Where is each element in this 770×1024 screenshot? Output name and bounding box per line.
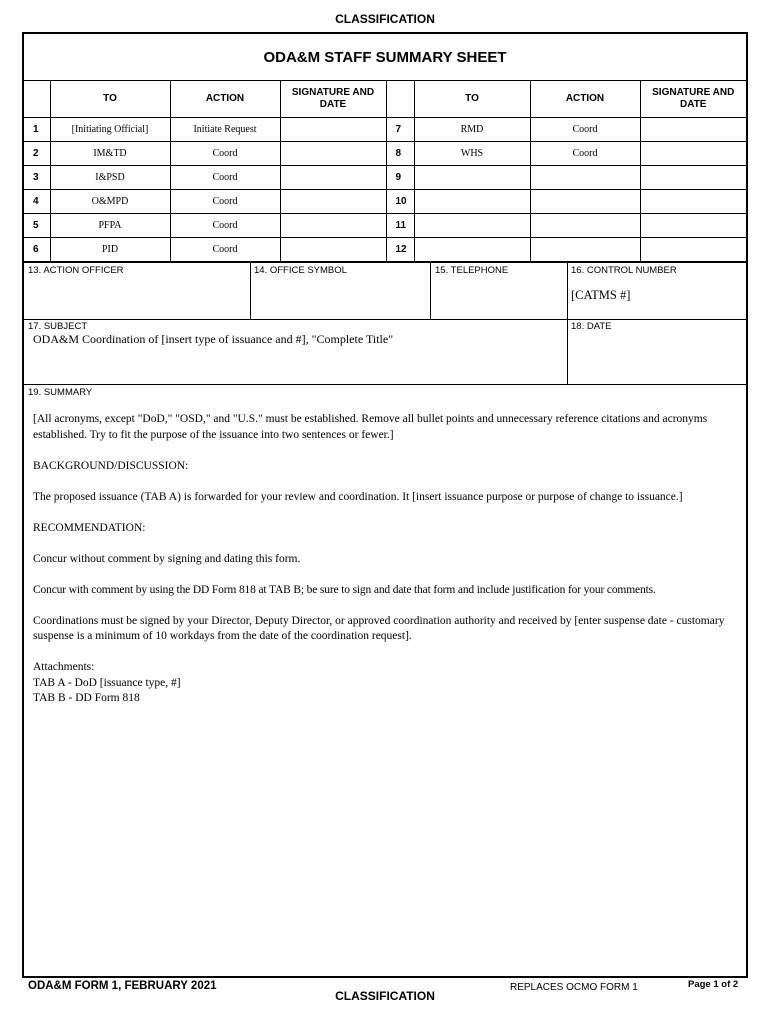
row-number: 4	[24, 189, 50, 213]
divider	[430, 262, 431, 319]
action-cell[interactable]	[530, 237, 640, 261]
to-cell[interactable]	[414, 165, 530, 189]
to-cell[interactable]: PFPA	[50, 213, 170, 237]
to-cell[interactable]	[414, 237, 530, 261]
control-number-field[interactable]: [CATMS #]	[571, 288, 631, 302]
signature-cell[interactable]	[640, 237, 746, 261]
row-number: 8	[386, 141, 414, 165]
attachment-item: TAB A - DoD [issuance type, #]	[33, 676, 181, 689]
action-cell[interactable]: Initiate Request	[170, 117, 280, 141]
form-identifier: ODA&M FORM 1, FEBRUARY 2021	[28, 980, 217, 992]
routing-row	[24, 189, 746, 213]
divider	[24, 319, 746, 320]
action-cell[interactable]: Coord	[170, 237, 280, 261]
header-signature-right: SIGNATURE AND DATE	[640, 81, 746, 117]
header-num-left	[24, 81, 50, 117]
header-signature-left: SIGNATURE AND DATE	[280, 81, 386, 117]
control-number-label: 16. CONTROL NUMBER	[571, 265, 677, 276]
background-heading: BACKGROUND/DISCUSSION:	[33, 459, 189, 472]
divider	[24, 384, 746, 385]
background-text: The proposed issuance (TAB A) is forwarded for your review and coordination. It [insert issuance purpose or purpose of change to issuance.]	[33, 490, 683, 503]
summary-field[interactable]	[33, 412, 743, 707]
row-number: 10	[386, 189, 414, 213]
row-number: 7	[386, 117, 414, 141]
signature-cell[interactable]	[280, 237, 386, 261]
to-cell[interactable]: [Initiating Official]	[50, 117, 170, 141]
telephone-label: 15. TELEPHONE	[435, 265, 509, 276]
routing-header-row	[24, 81, 746, 117]
office-symbol-label: 14. OFFICE SYMBOL	[254, 265, 347, 276]
divider	[250, 262, 251, 319]
to-cell[interactable]: IM&TD	[50, 141, 170, 165]
to-cell[interactable]: WHS	[414, 141, 530, 165]
row-number: 11	[386, 213, 414, 237]
action-cell[interactable]: Coord	[170, 165, 280, 189]
to-cell[interactable]: RMD	[414, 117, 530, 141]
header-action-right: ACTION	[530, 81, 640, 117]
routing-row	[24, 213, 746, 237]
row-number: 9	[386, 165, 414, 189]
routing-row	[24, 141, 746, 165]
to-cell[interactable]: PID	[50, 237, 170, 261]
signature-cell[interactable]	[640, 189, 746, 213]
replaces-note: REPLACES OCMO FORM 1	[510, 982, 638, 993]
classification-top: CLASSIFICATION	[335, 12, 435, 26]
row-number: 5	[24, 213, 50, 237]
routing-row	[24, 237, 746, 261]
to-cell[interactable]	[414, 189, 530, 213]
classification-bottom: CLASSIFICATION	[335, 989, 435, 1003]
attachment-item: TAB B - DD Form 818	[33, 692, 140, 704]
routing-row	[24, 117, 746, 141]
to-cell[interactable]	[414, 213, 530, 237]
row-number: 2	[24, 141, 50, 165]
summary-label: 19. SUMMARY	[28, 387, 93, 398]
divider	[24, 262, 746, 263]
action-cell[interactable]: Coord	[530, 117, 640, 141]
to-cell[interactable]: I&PSD	[50, 165, 170, 189]
recommendation-item: Coordinations must be signed by your Director, Deputy Director, or approved coordination authority and received by [enter suspense date - customary suspense is a minimum of 10 workdays from the date of the coordination request].	[33, 614, 725, 642]
header-to-right: TO	[414, 81, 530, 117]
signature-cell[interactable]	[280, 117, 386, 141]
staff-summary-form	[22, 32, 748, 978]
row-number: 12	[386, 237, 414, 261]
signature-cell[interactable]	[640, 141, 746, 165]
routing-row	[24, 165, 746, 189]
recommendation-item: Concur with comment by using the DD Form 818 at TAB B; be sure to sign and date that form and include justification for your comments.	[33, 583, 656, 596]
header-action-left: ACTION	[170, 81, 280, 117]
form-title: ODA&M STAFF SUMMARY SHEET	[24, 34, 746, 81]
subject-field[interactable]: ODA&M Coordination of [insert type of issuance and #], "Complete Title"	[33, 332, 394, 346]
action-cell[interactable]	[530, 189, 640, 213]
action-officer-label: 13. ACTION OFFICER	[28, 265, 124, 276]
header-num-right	[386, 81, 414, 117]
action-cell[interactable]	[530, 165, 640, 189]
summary-intro: [All acronyms, except "DoD," "OSD," and "U.S." must be established. Remove all bullet points and unnecessary reference citations and acronyms established. Try to fit the purpose of the issuance into two sentences or fewer.]	[33, 413, 708, 441]
signature-cell[interactable]	[280, 189, 386, 213]
date-label: 18. DATE	[571, 321, 612, 332]
routing-table	[24, 81, 746, 262]
signature-cell[interactable]	[280, 141, 386, 165]
header-to-left: TO	[50, 81, 170, 117]
signature-cell[interactable]	[640, 213, 746, 237]
subject-label: 17. SUBJECT	[28, 321, 88, 332]
recommendation-item: Concur without comment by signing and dating this form.	[33, 552, 301, 565]
row-number: 1	[24, 117, 50, 141]
action-cell[interactable]: Coord	[170, 189, 280, 213]
row-number: 3	[24, 165, 50, 189]
recommendation-heading: RECOMMENDATION:	[33, 521, 146, 534]
to-cell[interactable]: O&MPD	[50, 189, 170, 213]
attachments-heading: Attachments:	[33, 661, 95, 673]
signature-cell[interactable]	[280, 165, 386, 189]
page-number: Page 1 of 2	[688, 979, 739, 990]
action-cell[interactable]	[530, 213, 640, 237]
divider	[567, 262, 568, 384]
signature-cell[interactable]	[640, 117, 746, 141]
signature-cell[interactable]	[280, 213, 386, 237]
action-cell[interactable]: Coord	[170, 141, 280, 165]
action-cell[interactable]: Coord	[530, 141, 640, 165]
row-number: 6	[24, 237, 50, 261]
action-cell[interactable]: Coord	[170, 213, 280, 237]
signature-cell[interactable]	[640, 165, 746, 189]
